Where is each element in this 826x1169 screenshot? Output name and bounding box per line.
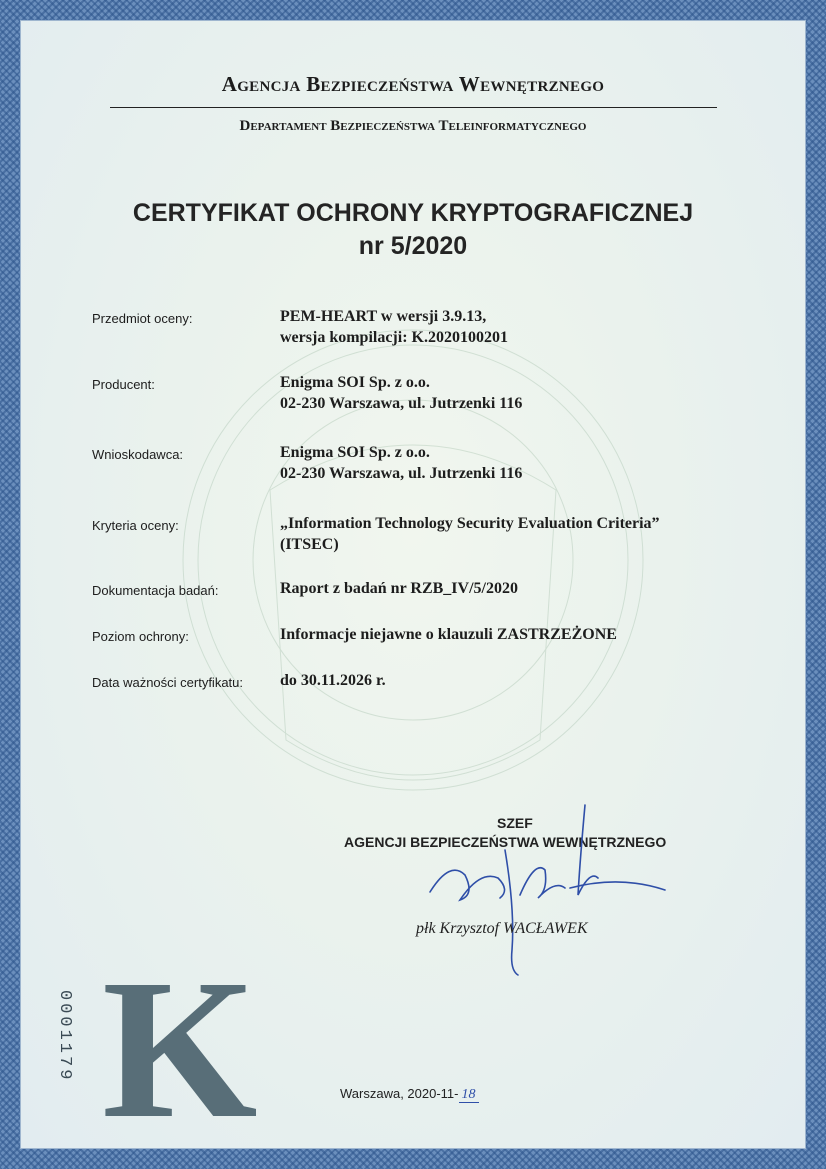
field-value-line: Enigma SOI Sp. z o.o. (280, 444, 430, 461)
place-date-prefix: Warszawa, 2020-11- (340, 1086, 459, 1101)
signature-role: SZEF (497, 815, 533, 831)
field-value-line: wersja kompilacji: K.2020100201 (280, 329, 508, 346)
field-value-documentation (280, 578, 518, 599)
field-label-validity: Data ważności certyfikatu: (92, 675, 244, 690)
field-label-criteria: Kryteria oceny: (92, 518, 179, 533)
field-value-criteria (280, 513, 660, 555)
serial-number: 0001179 (55, 990, 74, 1083)
field-value-line: „Information Technology Security Evaluation Criteria” (280, 515, 660, 532)
field-label-documentation: Dokumentacja badań: (92, 583, 219, 598)
field-value-line: 02-230 Warszawa, ul. Jutrzenki 116 (280, 395, 523, 412)
certificate-title: CERTYFIKAT OCHRONY KRYPTOGRAFICZNEJ (132, 199, 694, 227)
header-divider (110, 107, 717, 108)
department-name: Departament Bezpieczeństwa Teleinformatycznego (239, 118, 587, 134)
field-value-line: Enigma SOI Sp. z o.o. (280, 374, 430, 391)
field-value-line: PEM-HEART w wersji 3.9.13, (280, 308, 487, 325)
place-date (340, 1086, 479, 1103)
field-value-validity (280, 670, 386, 691)
field-label-producer: Producent: (92, 377, 155, 392)
field-value-line: (ITSEC) (280, 536, 339, 553)
place-date-day: 18 (459, 1087, 479, 1103)
handwritten-signature (420, 800, 680, 980)
signature-agency: AGENCJI BEZPIECZEŃSTWA WEWNĘTRZNEGO (344, 834, 667, 850)
signer-name: płk Krzysztof WACŁAWEK (416, 920, 588, 937)
field-value-applicant (280, 442, 522, 484)
field-value-protection-level (280, 624, 617, 645)
field-label-protection-level: Poziom ochrony: (92, 629, 189, 644)
security-class-letter: K (102, 939, 258, 1160)
field-value-subject (280, 306, 508, 348)
field-label-applicant: Wnioskodawca: (92, 447, 184, 462)
field-value-line: Informacje niejawne o klauzuli ZASTRZEŻONE (280, 626, 617, 643)
field-value-line: do 30.11.2026 r. (280, 672, 386, 689)
field-value-line: Raport z badań nr RZB_IV/5/2020 (280, 580, 518, 597)
field-value-line: 02-230 Warszawa, ul. Jutrzenki 116 (280, 465, 523, 482)
field-value-producer (280, 372, 522, 414)
agency-name: Agencja Bezpieczeństwa Wewnętrznego (221, 72, 605, 96)
field-label-subject: Przedmiot oceny: (92, 311, 193, 326)
certificate-number: nr 5/2020 (358, 232, 468, 260)
